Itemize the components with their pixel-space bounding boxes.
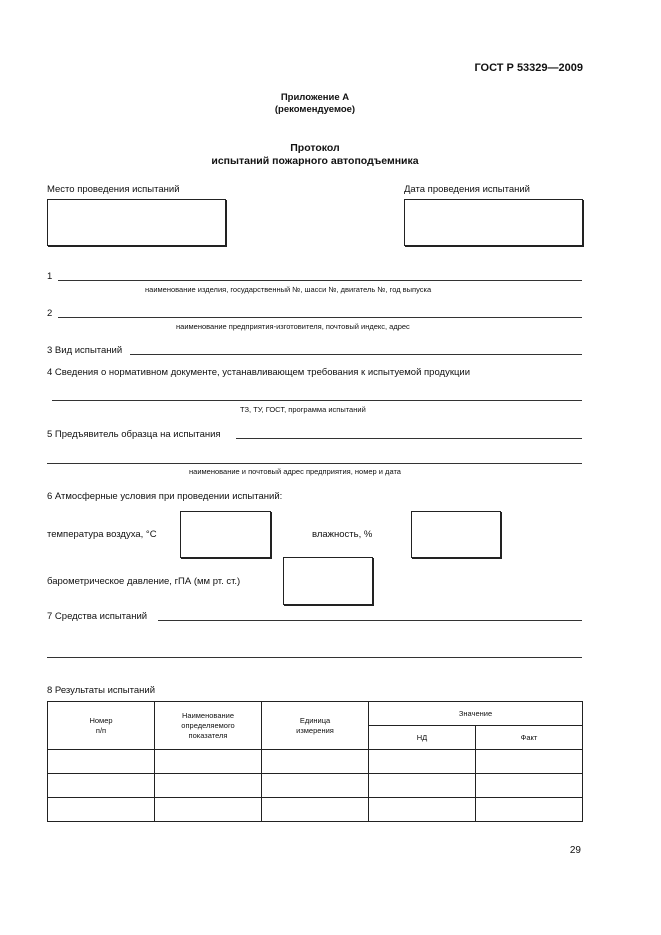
- item5-hint: наименование и почтовый адрес предприятия, номер и дата: [189, 467, 401, 476]
- table-cell[interactable]: [262, 774, 369, 798]
- table-row: [48, 774, 583, 798]
- standard-number: ГОСТ Р 53329—2009: [474, 62, 583, 74]
- table-cell[interactable]: [369, 798, 476, 822]
- protocol-subtitle: испытаний пожарного автоподъемника: [211, 155, 419, 167]
- table-cell[interactable]: [369, 774, 476, 798]
- item5-line-1[interactable]: [236, 438, 582, 439]
- protocol-title: Протокол: [290, 142, 340, 154]
- header-value-group: Значение: [369, 702, 583, 726]
- results-table: [47, 701, 583, 822]
- date-field[interactable]: [404, 199, 583, 246]
- table-cell[interactable]: [476, 750, 583, 774]
- header-indicator: [155, 702, 262, 750]
- table-cell[interactable]: [476, 774, 583, 798]
- appendix-title: Приложение А: [280, 92, 350, 103]
- place-field[interactable]: [47, 199, 226, 246]
- item2-hint: наименование предприятия-изготовителя, почтовый индекс, адрес: [176, 322, 410, 331]
- header-nd: НД: [369, 726, 476, 750]
- item4-label: 4 Сведения о нормативном документе, устанавливающем требования к испытуемой продукции: [47, 367, 471, 378]
- table-cell[interactable]: [155, 798, 262, 822]
- item3-line[interactable]: [130, 354, 582, 355]
- item7-line-2[interactable]: [47, 657, 582, 658]
- place-label: Место проведения испытаний: [47, 184, 180, 195]
- header-unit-line2: измерения: [296, 725, 334, 735]
- header-indicator-line2: определяемого: [181, 720, 235, 730]
- item7-line-1[interactable]: [158, 620, 582, 621]
- item4-line[interactable]: [52, 400, 582, 401]
- header-indicator-line1: Наименование: [182, 710, 234, 720]
- header-unit: [262, 702, 369, 750]
- table-cell[interactable]: [155, 774, 262, 798]
- header-unit-line1: Единица: [299, 715, 331, 725]
- header-number-line1: Номер: [89, 715, 113, 725]
- table-cell[interactable]: [369, 750, 476, 774]
- temperature-field[interactable]: [180, 511, 271, 558]
- pressure-label: барометрическое давление, гПА (мм рт. ст.): [47, 576, 241, 587]
- table-cell[interactable]: [48, 774, 155, 798]
- humidity-label: влажность, %: [312, 529, 373, 540]
- table-cell[interactable]: [476, 798, 583, 822]
- temperature-label: температура воздуха, °С: [47, 529, 157, 540]
- item6-label: 6 Атмосферные условия при проведении испытаний:: [47, 491, 283, 502]
- header-indicator-line3: показателя: [188, 730, 228, 740]
- table-cell[interactable]: [262, 798, 369, 822]
- item2-number: 2: [47, 308, 53, 319]
- pressure-field[interactable]: [283, 557, 373, 605]
- item7-label: 7 Средства испытаний: [47, 611, 148, 622]
- item1-hint: наименование изделия, государственный №, шасси №, двигатель №, год выпуска: [145, 285, 432, 294]
- item1-number: 1: [47, 271, 53, 282]
- humidity-field[interactable]: [411, 511, 501, 558]
- item3-label: 3 Вид испытаний: [47, 345, 123, 356]
- table-row: [48, 750, 583, 774]
- table-cell[interactable]: [48, 798, 155, 822]
- table-cell[interactable]: [155, 750, 262, 774]
- item8-label: 8 Результаты испытаний: [47, 685, 156, 696]
- item5-label: 5 Предъявитель образца на испытания: [47, 429, 221, 440]
- table-row: [48, 798, 583, 822]
- table-cell[interactable]: [262, 750, 369, 774]
- item2-line[interactable]: [58, 317, 582, 318]
- appendix-subtitle: (рекомендуемое): [274, 104, 356, 115]
- item4-hint: ТЗ, ТУ, ГОСТ, программа испытаний: [240, 405, 366, 414]
- item5-line-2[interactable]: [47, 463, 582, 464]
- header-number: [48, 702, 155, 750]
- date-label: Дата проведения испытаний: [404, 184, 530, 195]
- header-fact: Факт: [476, 726, 583, 750]
- table-cell[interactable]: [48, 750, 155, 774]
- header-number-line2: п/п: [95, 725, 107, 735]
- table-header-row: [48, 702, 583, 726]
- page-number: 29: [569, 845, 581, 856]
- item1-line[interactable]: [58, 280, 582, 281]
